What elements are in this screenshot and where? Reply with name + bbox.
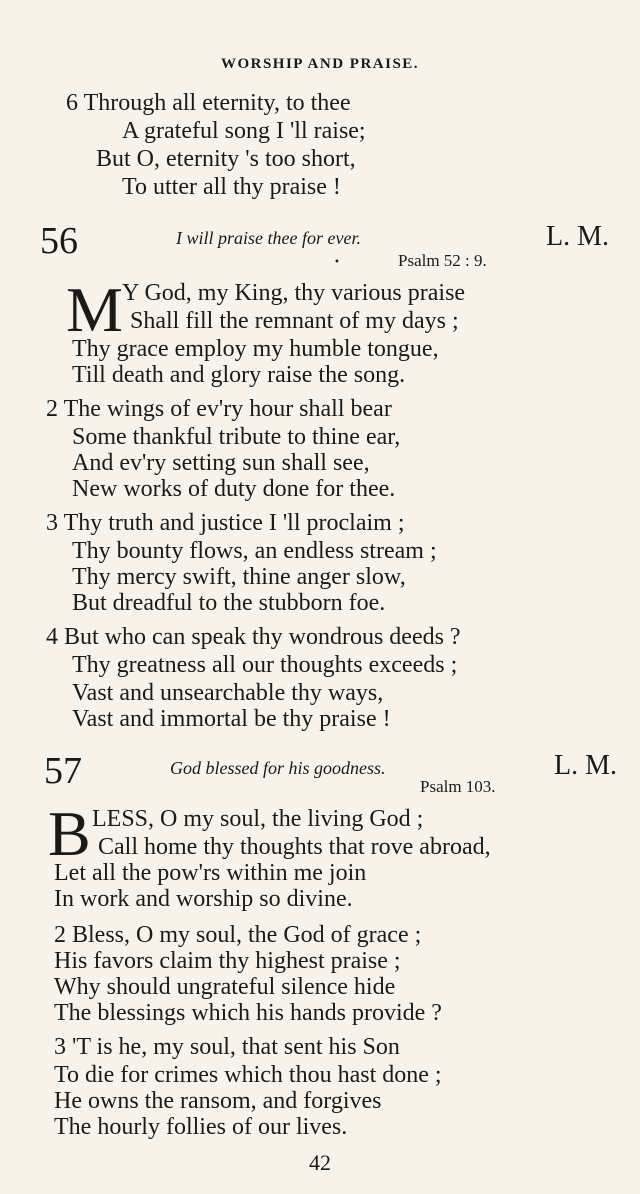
hymn-57-v3-line-3: He owns the ransom, and forgives — [54, 1088, 382, 1114]
prev-verse-6-line-1: 6 Through all eternity, to thee — [66, 90, 351, 116]
hymn-56-meter: L. M. — [546, 221, 609, 252]
hymn-57-v2-line-4: The blessings which his hands provide ? — [54, 1000, 442, 1026]
verse-number: 3 — [54, 1034, 66, 1060]
hymn-57-scripture-ref: Psalm 103. — [420, 777, 496, 796]
verse-number: 6 — [66, 90, 78, 116]
hymn-57-v1-line-1: LESS, O my soul, the living God ; — [92, 806, 424, 832]
hymn-56-number: 56 — [40, 220, 78, 262]
hymn-56-v1-line-2: Shall fill the remnant of my days ; — [130, 308, 459, 334]
hymn-57-title: God blessed for his goodness. — [170, 758, 386, 778]
hymn-56-v3-line-1: 3 Thy truth and justice I 'll proclaim ; — [46, 510, 405, 536]
hymn-56-scripture-ref: Psalm 52 : 9. — [398, 251, 487, 270]
prev-verse-6-line-3: But O, eternity 's too short, — [96, 146, 356, 172]
hymn-57-v2-line-1: 2 Bless, O my soul, the God of grace ; — [54, 922, 422, 948]
hymn-56-v2-line-2: Some thankful tribute to thine ear, — [72, 424, 401, 450]
hymn-56-drop-cap: M — [66, 274, 123, 345]
ornament-bullet: • — [334, 257, 340, 268]
hymn-56-v2-line-4: New works of duty done for thee. — [72, 476, 396, 502]
hymn-56-v2-line-3: And ev'ry setting sun shall see, — [72, 450, 370, 476]
hymn-56-v1-line-4: Till death and glory raise the song. — [72, 362, 406, 388]
hymn-57-v3-line-2: To die for crimes which thou hast done ; — [54, 1062, 442, 1088]
hymn-57-v2-line-2: His favors claim thy highest praise ; — [54, 948, 401, 974]
hymn-56-title: I will praise thee for ever. — [176, 228, 361, 248]
prev-verse-6-line-4: To utter all thy praise ! — [122, 174, 341, 200]
hymn-56-v4-line-3: Vast and unsearchable thy ways, — [72, 680, 384, 706]
hymn-56-v4-line-4: Vast and immortal be thy praise ! — [72, 706, 391, 732]
hymn-57-v3-line-4: The hourly follies of our lives. — [54, 1114, 348, 1140]
hymn-56-v3-line-2: Thy bounty flows, an endless stream ; — [72, 538, 437, 564]
hymn-57-v1-line-2: Call home thy thoughts that rove abroad, — [98, 834, 491, 860]
hymn-57-drop-cap: B — [48, 798, 91, 869]
prev-verse-6-line-2: A grateful song I 'll raise; — [122, 118, 366, 144]
hymn-57-v2-line-3: Why should ungrateful silence hide — [54, 974, 396, 1000]
verse-number: 2 — [46, 396, 58, 422]
hymn-56-v3-line-4: But dreadful to the stubborn foe. — [72, 590, 386, 616]
hymn-56-v2-line-1: 2 The wings of ev'ry hour shall bear — [46, 396, 392, 422]
hymn-57-v1-line-3: Let all the pow'rs within me join — [54, 860, 367, 886]
hymn-56-v1-line-3: Thy grace employ my humble tongue, — [72, 336, 439, 362]
hymn-57-v1-line-4: In work and worship so divine. — [54, 886, 353, 912]
page-number: 42 — [309, 1150, 331, 1175]
running-head: WORSHIP AND PRAISE. — [220, 56, 420, 72]
hymn-56-v4-line-2: Thy greatness all our thoughts exceeds ; — [72, 652, 458, 678]
hymn-56-v3-line-3: Thy mercy swift, thine anger slow, — [72, 564, 406, 590]
verse-number: 4 — [46, 624, 58, 650]
hymn-57-number: 57 — [44, 750, 82, 792]
verse-number: 3 — [46, 510, 58, 536]
hymn-57-meter: L. M. — [554, 750, 617, 781]
hymn-57-v3-line-1: 3 'T is he, my soul, that sent his Son — [54, 1034, 400, 1060]
hymn-56-v1-line-1: Y God, my King, thy various praise — [122, 280, 466, 306]
verse-number: 2 — [54, 922, 66, 948]
hymn-56-v4-line-1: 4 But who can speak thy wondrous deeds ? — [46, 624, 461, 650]
